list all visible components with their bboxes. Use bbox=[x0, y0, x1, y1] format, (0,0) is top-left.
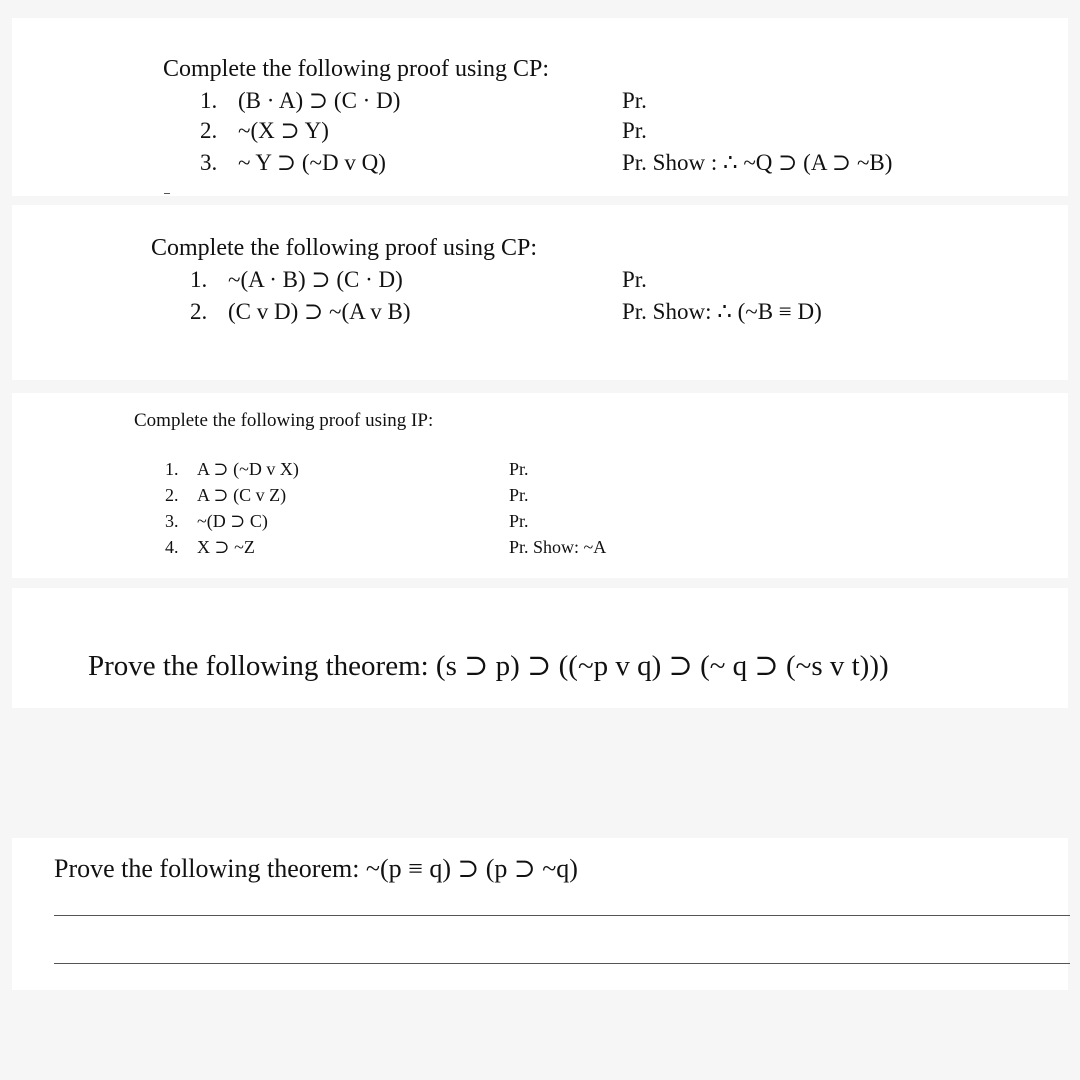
problem1-line-justification: Pr. bbox=[622, 88, 647, 113]
stray-dash-mark bbox=[164, 193, 170, 194]
problem4-theorem: Prove the following theorem: (s ⊃ p) ⊃ ((~p v q) ⊃ (~ q ⊃ (~s v t))) bbox=[88, 650, 889, 682]
problem1-line-formula: ~(X ⊃ Y) bbox=[238, 118, 329, 143]
problem3-line-justification: Pr. bbox=[509, 485, 529, 505]
problem3-line-formula: X ⊃ ~Z bbox=[197, 537, 255, 557]
problem1-line-number: 3. bbox=[200, 150, 218, 175]
answer-line[interactable] bbox=[54, 963, 1070, 964]
problem2-line-justification: Pr. bbox=[622, 267, 647, 292]
problem2-panel bbox=[12, 205, 1068, 380]
problem1-line-justification: Pr. bbox=[622, 118, 647, 143]
problem1-line-number: 1. bbox=[200, 88, 218, 113]
problem3-line-formula: A ⊃ (~D v X) bbox=[197, 459, 299, 479]
problem4-panel bbox=[12, 588, 1068, 708]
problem3-line-justification: Pr. Show: ~A bbox=[509, 537, 607, 557]
problem3-line-number: 1. bbox=[165, 459, 179, 479]
problem2-line-formula: ~(A · B) ⊃ (C · D) bbox=[228, 267, 403, 292]
problem3-line-justification: Pr. bbox=[509, 459, 529, 479]
problem3-line-number: 3. bbox=[165, 511, 179, 531]
problem1-line-justification: Pr. Show : ∴ ~Q ⊃ (A ⊃ ~B) bbox=[622, 150, 893, 175]
problem2-line-formula: (C v D) ⊃ ~(A v B) bbox=[228, 299, 411, 324]
problem3-line-number: 2. bbox=[165, 485, 179, 505]
problem1-heading: Complete the following proof using CP: bbox=[163, 56, 549, 82]
problem3-heading: Complete the following proof using IP: bbox=[134, 410, 434, 431]
problem2-heading: Complete the following proof using CP: bbox=[151, 235, 537, 261]
answer-line[interactable] bbox=[54, 915, 1070, 916]
problem2-line-number: 2. bbox=[190, 299, 208, 324]
problem3-line-justification: Pr. bbox=[509, 511, 529, 531]
problem1-line-formula: (B · A) ⊃ (C · D) bbox=[238, 88, 401, 113]
problem1-line-formula: ~ Y ⊃ (~D v Q) bbox=[238, 150, 386, 175]
problem3-line-number: 4. bbox=[165, 537, 179, 557]
problem5-theorem: Prove the following theorem: ~(p ≡ q) ⊃ (p ⊃ ~q) bbox=[54, 854, 578, 883]
problem2-line-justification: Pr. Show: ∴ (~B ≡ D) bbox=[622, 299, 822, 324]
problem3-line-formula: ~(D ⊃ C) bbox=[197, 511, 268, 531]
problem3-line-formula: A ⊃ (C v Z) bbox=[197, 485, 287, 505]
problem2-line-number: 1. bbox=[190, 267, 208, 292]
problem1-panel bbox=[12, 18, 1068, 196]
problem1-line-number: 2. bbox=[200, 118, 218, 143]
